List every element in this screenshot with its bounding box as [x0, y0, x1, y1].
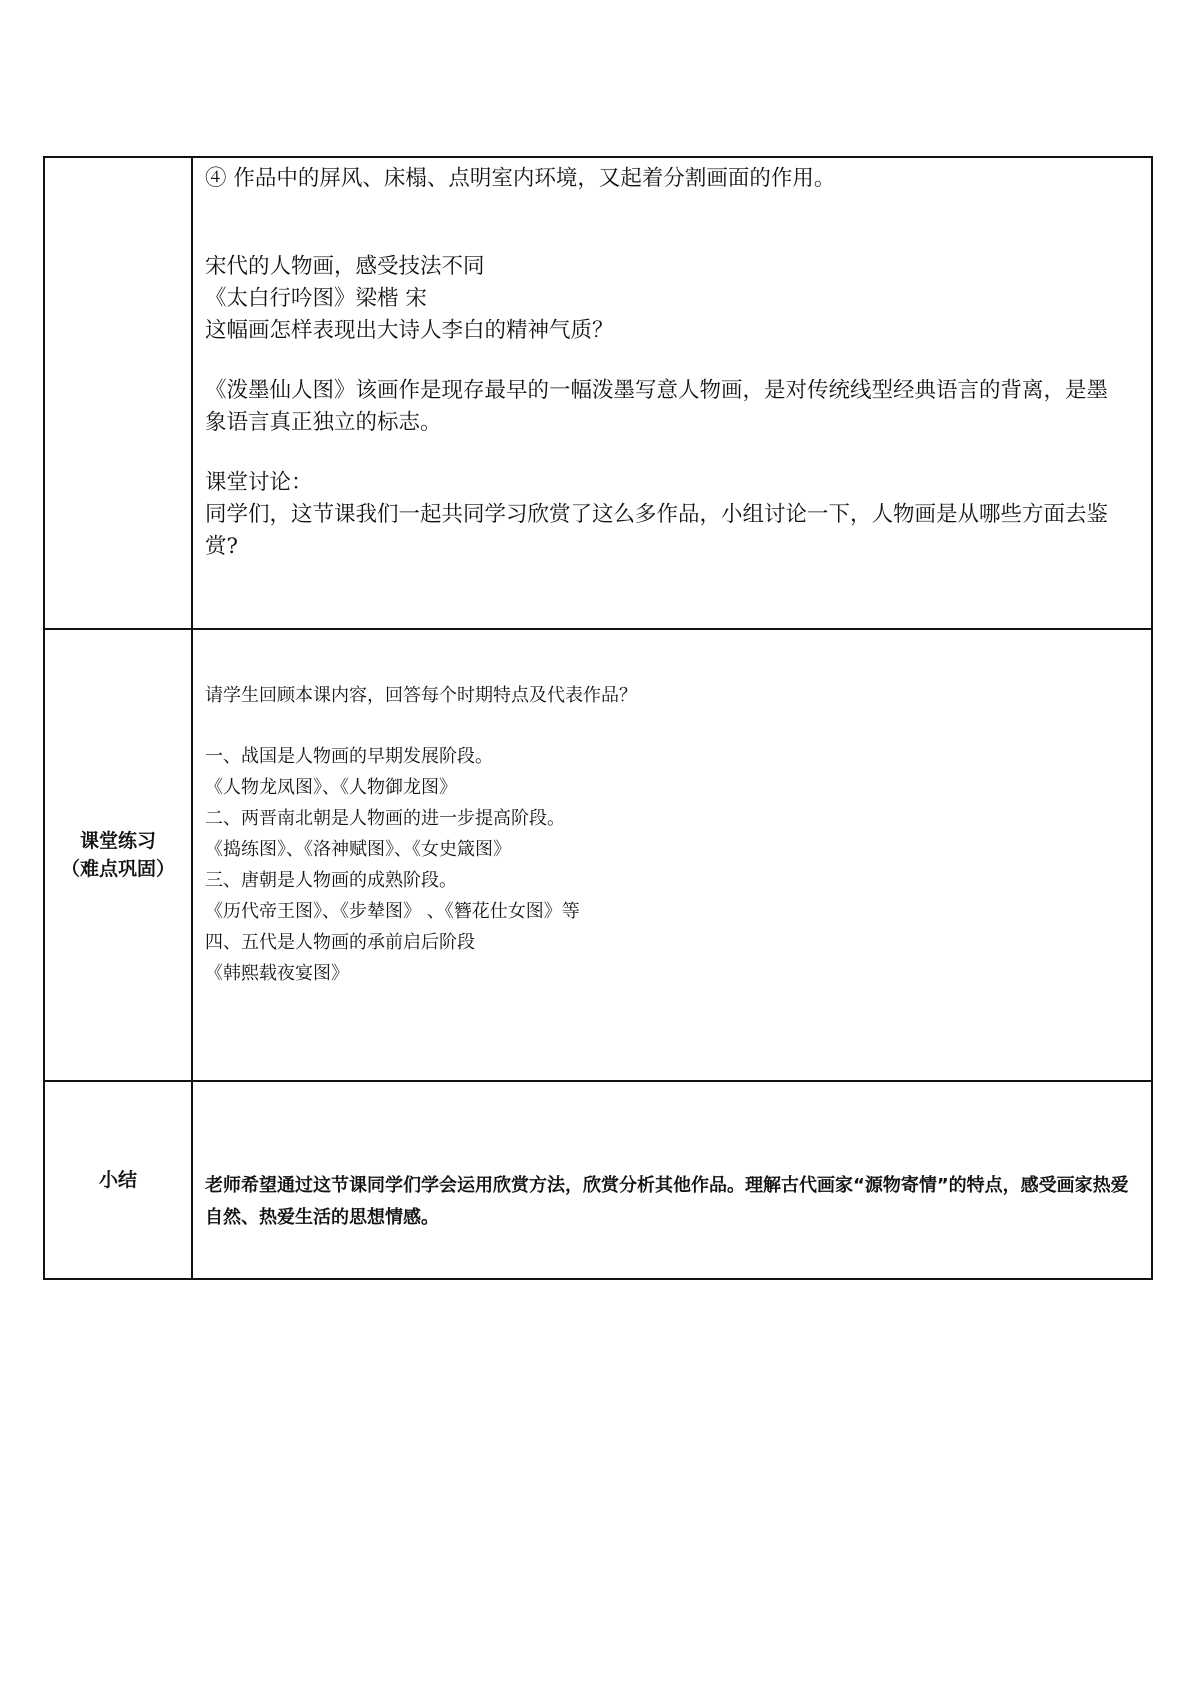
summary-text: 老师希望通过这节课同学们学会运用欣赏方法，欣赏分析其他作品。理解古代画家“源物寄情”的特点，感受画家热爱自然、热爱生活的思想情感。 — [205, 1175, 1129, 1228]
paragraph: 这幅画怎样表现出大诗人李白的精神气质？ — [205, 318, 614, 343]
list-item: 《捣练图》、《洛神赋图》、《女史箴图》 — [205, 839, 511, 860]
practice-question: 请学生回顾本课内容，回答每个时期特点及代表作品？ — [205, 685, 637, 706]
lesson-table — [43, 156, 1153, 1280]
summary-label-cell — [44, 1081, 192, 1279]
paragraph: 《太白行吟图》梁楷 宋 — [205, 286, 427, 311]
lesson-plan-sheet — [43, 156, 1153, 1280]
practice-label-line1: 课堂练习 — [79, 830, 156, 852]
list-item: 一、战国是人物画的早期发展阶段。 — [205, 746, 493, 767]
paragraph: 宋代的人物画，感受技法不同 — [205, 254, 485, 279]
practice-label-cell — [44, 629, 192, 1081]
row-classroom-practice — [44, 629, 1152, 1081]
paragraph: ④ 作品中的屏风、床榻、点明室内环境，又起着分割画面的作用。 — [205, 166, 836, 191]
paragraph: 《泼墨仙人图》该画作是现存最早的一幅泼墨写意人物画，是对传统线型经典语言的背离，是墨象语言真正独立的标志。 — [205, 378, 1109, 435]
practice-content — [192, 629, 1152, 1081]
row-appreciation — [44, 157, 1152, 629]
list-item: 《人物龙凤图》、《人物御龙图》 — [205, 777, 457, 798]
paragraph: 课堂讨论： — [205, 470, 313, 495]
practice-label-line2: （难点巩固） — [60, 858, 175, 880]
summary-content — [192, 1081, 1152, 1279]
list-item: 二、两晋南北朝是人物画的进一步提高阶段。 — [205, 808, 565, 829]
appreciation-content — [192, 157, 1152, 629]
list-item: 四、五代是人物画的承前启后阶段 — [205, 932, 475, 953]
row-summary — [44, 1081, 1152, 1279]
paragraph: 同学们，这节课我们一起共同学习欣赏了这么多作品，小组讨论一下，人物画是从哪些方面去鉴赏? — [205, 502, 1109, 559]
list-item: 《历代帝王图》、《步辇图》 、《簪花仕女图》等 — [205, 901, 580, 922]
summary-label: 小结 — [98, 1169, 137, 1191]
row-label-empty — [44, 157, 192, 629]
list-item: 三、唐朝是人物画的成熟阶段。 — [205, 870, 457, 891]
list-item: 《韩熙载夜宴图》 — [205, 963, 349, 984]
